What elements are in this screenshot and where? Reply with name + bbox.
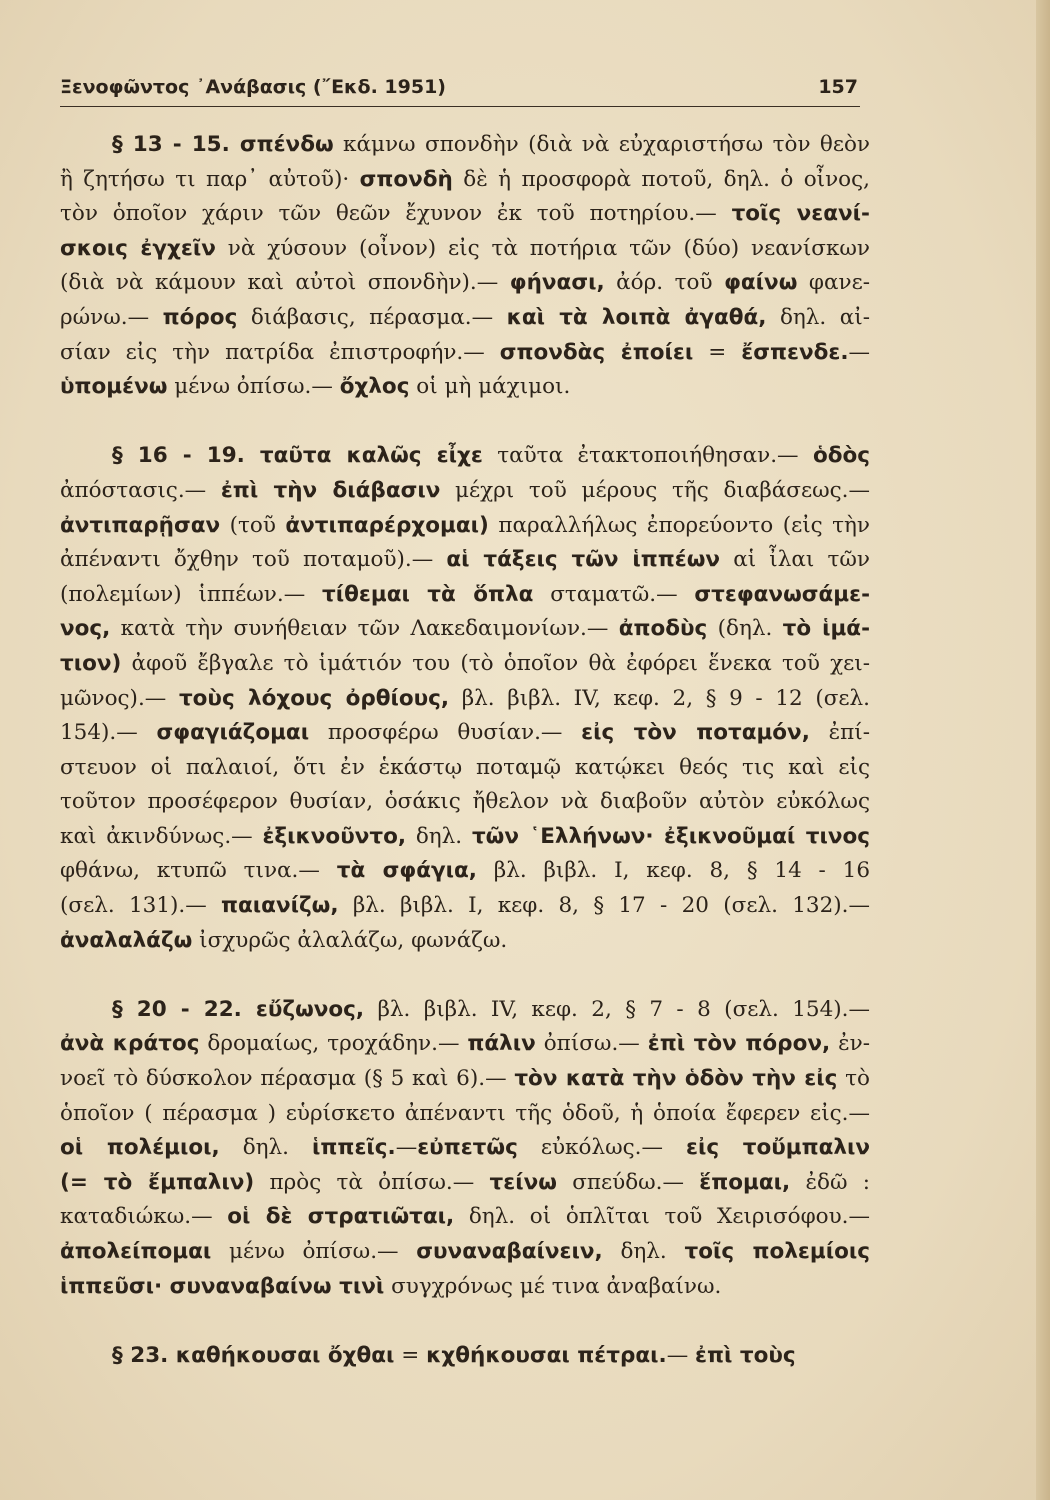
gloss-text: κάμνω σπονδὴν (διὰ νὰ εὐχαριστήσω τὸν θεὸν — [333, 132, 870, 157]
lemma-term: τοῖς νεανί- — [731, 201, 870, 227]
text-line — [60, 509, 870, 544]
lemma-term: ἀποδὺς — [618, 616, 708, 642]
text-line — [60, 820, 870, 855]
gloss-text: — — [395, 1135, 418, 1161]
gloss-text: μέχρι τοῦ μέρους τῆς διαβάσεως.— — [440, 477, 870, 503]
gloss-text: τοῦτον προσέφερον θυσίαν, ὁσάκις ἤθελον νὰ διαβοῦν αὐτὸν εὐκόλως — [60, 789, 870, 815]
section-paragraph — [60, 1339, 870, 1374]
gloss-text: (πολεμίων) ἱππέων.— — [60, 581, 323, 607]
text-line — [60, 128, 870, 163]
gloss-text: σταματῶ.— — [533, 581, 695, 607]
gloss-text: βλ. βιβλ. I, κεφ. 8, § 17 - 20 (σελ. 132).— — [338, 893, 870, 919]
lemma-term: τὸν κατὰ τὴν ὁδὸν τὴν εἰς — [514, 1066, 838, 1092]
gloss-text: ἀόρ. τοῦ — [604, 270, 725, 296]
gloss-text: καὶ ἀκινδύνως.— — [60, 823, 263, 849]
gloss-text: — — [848, 339, 870, 365]
gloss-text: σίαν εἰς τὴν πατρίδα ἐπιστροφήν.— — [60, 339, 500, 365]
gloss-text: ἐδῶ : — [790, 1169, 870, 1195]
lemma-term: πάλιν — [467, 1031, 536, 1057]
lemma-term: ἀναλαλάζω — [60, 927, 193, 953]
lemma-term: εἰς τοὔμπαλιν — [686, 1135, 870, 1161]
text-line — [60, 1062, 870, 1097]
gloss-text: βλ. βιβλ. I, κεφ. 8, § 14 - 16 — [476, 858, 870, 884]
lemma-term: ἀντιπαρῇσαν — [60, 512, 221, 538]
gloss-text: προσφέρω θυσίαν.— — [309, 720, 582, 746]
gloss-text: βλ. βιβλ. IV, κεφ. 2, § 7 - 8 (σελ. 154).— — [364, 996, 870, 1022]
lemma-term: ἀντιπαρέρχομαι) — [285, 512, 489, 538]
gloss-text: ἀπέναντι ὄχθην τοῦ ποταμοῦ).— — [60, 547, 447, 573]
lemma-term: τὰ σφάγια, — [336, 858, 477, 884]
section-gap — [60, 958, 870, 993]
gloss-text: ὀπίσω.— — [535, 1031, 648, 1057]
lemma-term: φήνασι, — [509, 270, 605, 296]
text-line — [60, 924, 870, 959]
lemma-term: τοὺς λόχους ὀρθίους, — [178, 685, 450, 711]
lemma-term: αἱ τάξεις τῶν ἱππέων — [446, 547, 721, 573]
page-edge — [1036, 0, 1050, 1500]
lemma-term: ἀπολείπομαι — [60, 1239, 212, 1264]
gloss-text: δηλ. — [219, 1135, 313, 1161]
lemma-term: στεφανωσάμε- — [694, 581, 870, 607]
gloss-text: = — [693, 339, 742, 365]
lemma-term: § 16 - 19. ταῦτα καλῶς εἶχε — [112, 443, 483, 469]
lemma-term: ἐπὶ τὸν πόρον, — [647, 1031, 831, 1057]
running-header — [60, 72, 860, 107]
gloss-text: κατὰ τὴν συνήθειαν τῶν Λακεδαιμονίων.— — [110, 616, 619, 642]
lemma-term: ἱππεῦσι· συναναβαίνω τινὶ — [60, 1273, 385, 1299]
text-line — [60, 1235, 870, 1270]
gloss-text: ἐν- — [830, 1031, 870, 1057]
gloss-text: (τοῦ — [220, 512, 286, 538]
text-line — [60, 716, 870, 751]
lemma-term: (= τὸ ἔμπαλιν) — [60, 1169, 255, 1195]
lemma-term: § 23. καθήκουσαι ὄχθαι — [112, 1342, 395, 1368]
lemma-term: οἱ δὲ στρατιῶται, — [227, 1204, 455, 1230]
text-line — [60, 370, 870, 405]
section-paragraph — [60, 128, 870, 405]
gloss-text: νὰ χύσουν (οἶνον) εἰς τὰ ποτήρια τῶν (δύο) νεανίσκων — [215, 235, 870, 261]
gloss-text: βλ. βιβλ. IV, κεφ. 2, § 9 - 12 (σελ. — [449, 685, 870, 711]
gloss-text: τὸν ὁποῖον χάριν τῶν θεῶν ἔχυνον ἐκ τοῦ ποτηρίου.— — [60, 201, 732, 227]
text-line — [60, 1200, 870, 1235]
gloss-text: εὐκόλως.— — [517, 1135, 687, 1161]
lemma-term: § 20 - 22. εὔζωνος, — [112, 996, 365, 1022]
gloss-text: ἰσχυρῶς ἀλαλάζω, φωνάζω. — [192, 927, 508, 953]
text-line — [60, 889, 870, 924]
gloss-text: (σελ. 131).— — [60, 893, 222, 919]
gloss-text: σπεύδω.— — [556, 1169, 700, 1195]
lemma-term: τὸ ἱμά- — [782, 616, 870, 642]
text-line — [60, 1027, 870, 1062]
gloss-text: (δηλ. — [707, 616, 783, 642]
lemma-term: εἰς τὸν ποταμόν, — [581, 720, 810, 746]
text-line — [60, 578, 870, 613]
text-line — [60, 474, 870, 509]
gloss-text: φανε- — [797, 270, 870, 296]
text-line — [60, 785, 870, 820]
text-line — [60, 1270, 870, 1305]
lemma-term: παιανίζω, — [221, 893, 339, 919]
lemma-term: ἕπομαι, — [699, 1169, 791, 1195]
gloss-text: 154).— — [60, 720, 157, 746]
gloss-text: δρομαίως, τροχάδην.— — [199, 1031, 468, 1057]
header-title: Ξενοφῶντος ᾿Ανάβασις (῎Εκδ. 1951) — [60, 76, 446, 98]
lemma-term: φαίνω — [724, 270, 798, 296]
gloss-text: ἀφοῦ ἔβγαλε τὸ ἱμάτιόν του (τὸ ὁποῖον θὰ ἐφόρει ἕνεκα τοῦ χει- — [121, 650, 870, 676]
gloss-text: ἢ ζητήσω τι παρ᾿ αὐτοῦ)· — [60, 166, 360, 192]
gloss-text: παραλλήλως ἐπορεύοντο (εἰς τὴν — [488, 512, 870, 538]
lemma-term: ἐπὶ τὴν διάβασιν — [220, 477, 441, 503]
lemma-term: § 13 - 15. σπένδω — [112, 132, 334, 157]
lemma-term: οἱ πολέμιοι, — [60, 1135, 220, 1161]
lemma-term: ὄχλος — [339, 374, 410, 400]
gloss-text: δηλ. — [406, 823, 472, 849]
lemma-term: ἔσπενδε. — [741, 339, 849, 365]
lemma-term: σκοις ἐγχεῖν — [60, 235, 216, 261]
lemma-term: σφαγιάζομαι — [156, 720, 310, 746]
text-line — [60, 1166, 870, 1201]
text-line — [60, 1097, 870, 1132]
lemma-term: καὶ τὰ λοιπὰ ἀγαθά, — [506, 304, 767, 330]
text-line — [60, 163, 870, 198]
gloss-text: στευον οἱ παλαιοί, ὅτι ἐν ἑκάστῳ ποταμῷ κατῴκει θεός τις καὶ εἰς — [60, 754, 870, 780]
gloss-text: μένω ὀπίσω.— — [167, 374, 340, 400]
page-number: 157 — [818, 76, 858, 98]
lemma-term: ἐπὶ τοὺς — [695, 1342, 796, 1368]
text-line — [60, 266, 870, 301]
gloss-text: μένω ὀπίσω.— — [211, 1239, 417, 1264]
text-line — [60, 543, 870, 578]
lemma-term: ἐξικνοῦντο, — [262, 823, 407, 849]
section-gap — [60, 1304, 870, 1339]
gloss-text: πρὸς τὰ ὀπίσω.— — [254, 1169, 490, 1195]
text-line — [60, 1131, 870, 1166]
text-line — [60, 232, 870, 267]
lemma-term: ἀνὰ κράτος — [60, 1031, 200, 1057]
text-line — [60, 682, 870, 717]
lemma-term: τιον) — [60, 650, 122, 676]
gloss-text: = — [394, 1342, 427, 1368]
gloss-text: συγχρόνως μέ τινα ἀναβαίνω. — [384, 1273, 722, 1299]
section-paragraph — [60, 439, 870, 958]
gloss-text: αἱ ἶλαι τῶν — [720, 547, 870, 573]
gloss-text: ὁποῖον ( πέρασμα ) εὑρίσκετο ἀπέναντι τῆς ὁδοῦ, ἡ ὁποία ἔφερεν εἰς.— — [60, 1100, 870, 1126]
gloss-text: ρώνω.— — [60, 304, 163, 330]
lemma-term: ἱππεῖς. — [312, 1135, 396, 1161]
gloss-text: μῶνος).— — [60, 685, 179, 711]
lemma-term: εὐπετῶς — [417, 1135, 518, 1161]
gloss-text: τὸ — [837, 1066, 870, 1092]
lemma-term: τείνω — [489, 1169, 557, 1195]
gloss-text: δηλ. — [602, 1239, 685, 1264]
lemma-term: κχθήκουσαι πέτραι. — [426, 1342, 667, 1368]
section-paragraph — [60, 993, 870, 1304]
gloss-text: ἐπί- — [809, 720, 870, 746]
text-line — [60, 612, 870, 647]
text-line — [60, 439, 870, 474]
section-gap — [60, 405, 870, 440]
gloss-text: ταῦτα ἐτακτοποιήθησαν.— — [482, 443, 813, 469]
text-line — [60, 301, 870, 336]
gloss-text: φθάνω, κτυπῶ τινα.— — [60, 858, 337, 884]
text-line — [60, 751, 870, 786]
gloss-text: (διὰ νὰ κάμουν καὶ αὐτοὶ σπονδὴν).— — [60, 270, 510, 296]
gloss-text: νοεῖ τὸ δύσκολον πέρασμα (§ 5 καὶ 6).— — [60, 1066, 515, 1092]
lemma-term: πόρος — [162, 304, 238, 330]
gloss-text: — — [666, 1342, 696, 1368]
commentary-text — [60, 128, 870, 1373]
text-line — [60, 197, 870, 232]
text-line — [60, 993, 870, 1028]
gloss-text: δηλ. αἰ- — [766, 304, 870, 330]
gloss-text: δὲ ἡ προσφορὰ ποτοῦ, δηλ. ὁ οἶνος, — [452, 166, 870, 192]
text-line — [60, 336, 870, 371]
lemma-term: τῶν ῾Ελλήνων· ἐξικνοῦμαί τινος — [471, 823, 870, 849]
lemma-term: σπονδὰς ἐποίει — [499, 339, 694, 365]
lemma-term: νος, — [60, 616, 111, 642]
text-line — [60, 647, 870, 682]
gloss-text: διάβασις, πέρασμα.— — [237, 304, 507, 330]
lemma-term: σπονδὴ — [359, 166, 453, 192]
lemma-term: συναναβαίνειν, — [416, 1239, 603, 1264]
text-line — [60, 1339, 870, 1374]
lemma-term: τίθεμαι τὰ ὅπλα — [322, 581, 534, 607]
lemma-term: τοῖς πολεμίοις — [684, 1239, 870, 1264]
text-line — [60, 854, 870, 889]
gloss-text: ἀπόστασις.— — [60, 477, 221, 503]
gloss-text: καταδιώκω.— — [60, 1204, 228, 1230]
gloss-text: οἱ μὴ μάχιμοι. — [409, 374, 571, 400]
lemma-term: ὁδὸς — [812, 443, 870, 469]
gloss-text: δηλ. οἱ ὁπλῖται τοῦ Χειρισόφου.— — [454, 1204, 870, 1230]
lemma-term: ὑπομένω — [60, 374, 168, 400]
